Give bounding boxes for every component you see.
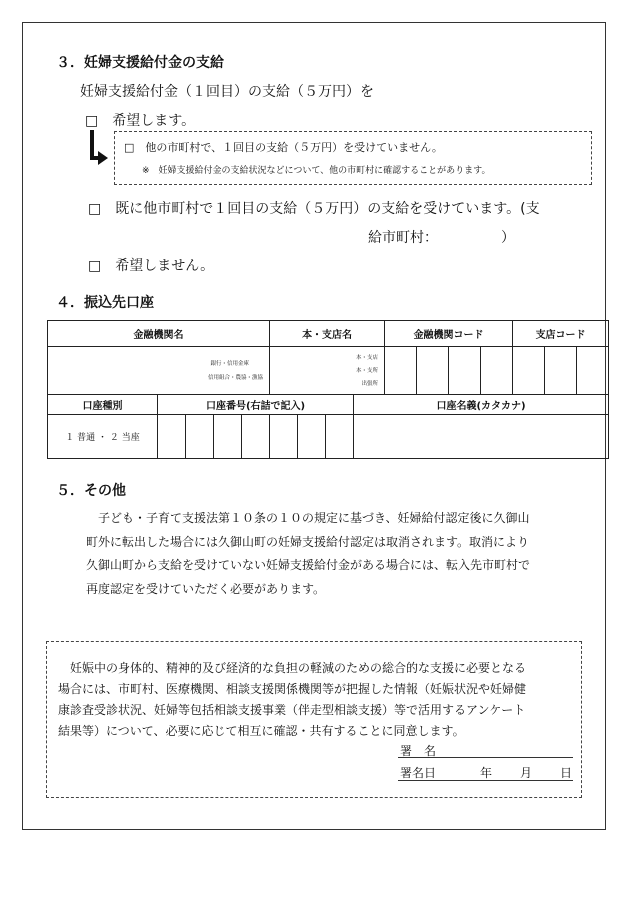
account-number-digit-4[interactable] (242, 415, 270, 459)
account-number-digit-7[interactable] (326, 415, 354, 459)
bank-code-digit-3[interactable] (449, 347, 481, 395)
bank-code-digit-1[interactable] (385, 347, 417, 395)
sub-condition-note: ※ 妊婦支援給付金の支給状況などについて、他の市町村に確認することがあります。 (142, 166, 491, 176)
account-number-digit-2[interactable] (186, 415, 214, 459)
account-number-header: 口座番号(右詰で記入) (158, 395, 354, 415)
sub-condition-checkbox[interactable]: □ 他の市町村で、１回目の支給（５万円）を受けていません。 (124, 141, 443, 154)
option-hope-checkbox[interactable]: □ 希望します。 (85, 113, 196, 129)
branch-name-header: 本・支店名 (270, 321, 385, 347)
section3-intro: 妊婦支援給付金（１回目）の支給（５万円）を (80, 84, 374, 100)
account-number-digit-1[interactable] (158, 415, 186, 459)
consent-line-2: 場合には、市町村、医療機関、相談支援関係機関等が把握した情報（妊娠状況や妊婦健 (58, 682, 527, 696)
sign-date-year: 年 (480, 766, 493, 780)
payment-municipality-field[interactable]: 給市町村： ） (368, 230, 515, 246)
section5-heading: ５．その他 (56, 483, 126, 499)
sign-date-day: 日 (560, 766, 573, 780)
account-holder-field[interactable] (354, 415, 609, 459)
account-holder-header: 口座名義(カタカナ) (354, 395, 609, 415)
consent-line-3: 康診査受診状況、妊婦等包括相談支援事業（伴走型相談支援）等で活用するアンケート (58, 703, 526, 717)
signature-field[interactable] (398, 757, 573, 758)
bank-type-1: 銀行・信用金庫 (210, 360, 250, 367)
bank-code-digit-4[interactable] (481, 347, 513, 395)
option-received-checkbox[interactable]: □ 既に他市町村で１回目の支給（５万円）の支給を受けています。(支 (88, 201, 540, 217)
branch-code-header: 支店コード (513, 321, 609, 347)
section5-line-4: 再度認定を受けていただく必要があります。 (86, 581, 326, 596)
section5-line-1: 子ども・子育て支援法第１０条の１０の規定に基づき、妊婦給付認定後に久御山 (86, 511, 530, 525)
consent-line-1: 妊娠中の身体的、精神的及び経済的な負担の軽減のための総合的な支援に必要となる (58, 661, 527, 675)
bank-name-field[interactable] (48, 347, 270, 395)
consent-line-4: 結果等）について、必要に応じて相互に確認・共有することに同意します。 (58, 724, 465, 738)
branch-name-field[interactable] (270, 347, 385, 395)
bank-name-header: 金融機関名 (48, 321, 270, 347)
account-number-digit-3[interactable] (214, 415, 242, 459)
branch-code-digit-1[interactable] (513, 347, 545, 395)
sign-date-label: 署名日 (400, 766, 437, 780)
branch-code-digit-3[interactable] (577, 347, 609, 395)
account-number-digit-6[interactable] (298, 415, 326, 459)
bank-account-table (47, 320, 609, 459)
signature-label: 署 名 (400, 744, 437, 758)
consent-text (58, 658, 578, 742)
account-number-digit-5[interactable] (270, 415, 298, 459)
branch-type-2: 本・支所 (356, 367, 379, 374)
section3-heading: ３．妊婦支援給付金の支給 (56, 55, 224, 71)
bank-code-digit-2[interactable] (417, 347, 449, 395)
sign-date-month: 月 (520, 766, 533, 780)
section5-line-3: 久御山町から支給を受けていない妊婦支援給付金がある場合には、転入先市町村で (86, 558, 531, 572)
bank-type-2: 信用組合・農協・漁協 (208, 374, 264, 381)
account-type-header: 口座種別 (48, 395, 158, 415)
bank-code-header: 金融機関コード (385, 321, 513, 347)
branch-type-3: 出張所 (361, 380, 379, 387)
branch-type-1: 本・支店 (356, 354, 379, 361)
section5-body (86, 507, 586, 601)
branch-code-digit-2[interactable] (545, 347, 577, 395)
option-no-checkbox[interactable]: □ 希望しません。 (88, 258, 215, 274)
account-type-field[interactable]: １ 普通 ・ ２ 当座 (48, 415, 158, 459)
arrow-down-right-icon (84, 128, 110, 170)
section4-heading: ４．振込先口座 (56, 295, 154, 311)
section5-line-2: 町外に転出した場合には久御山町の妊婦支援給付認定は取消されます。取消により (86, 534, 530, 549)
sign-date-field[interactable] (398, 780, 573, 781)
